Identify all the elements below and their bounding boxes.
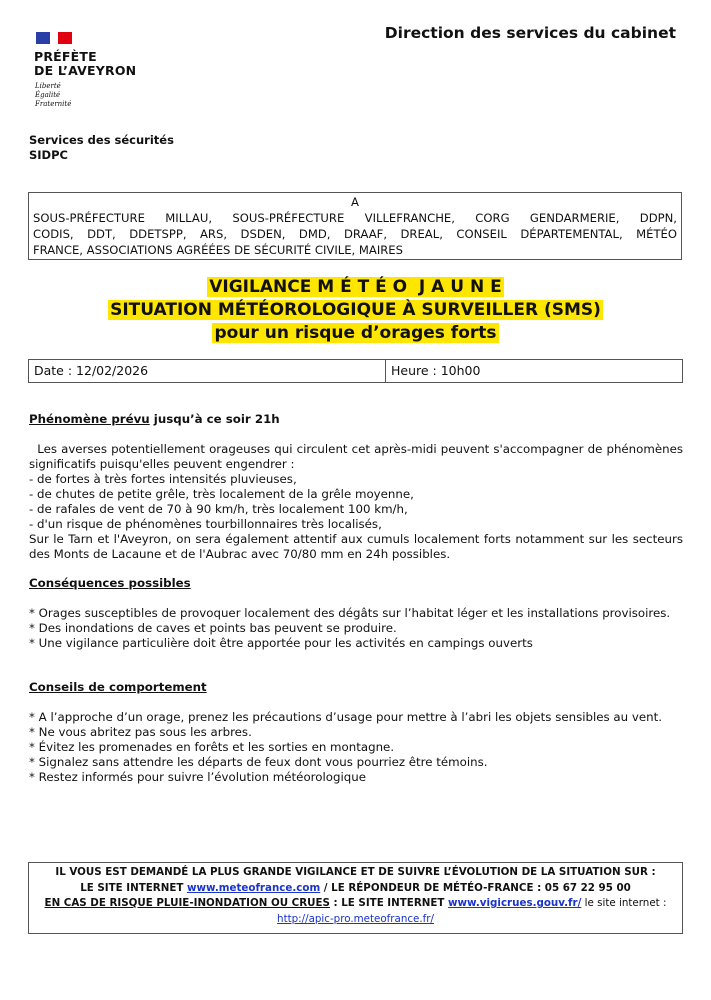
phenomene-item: - d'un risque de phénomènes tourbillonnaires très localisés,	[29, 517, 382, 531]
recipients-line: CODIS, DDT, DDETSPP, ARS, DSDEN, DMD, DRAAF, DREAL, CONSEIL DÉPARTEMENTAL, MÉTÉO	[33, 227, 677, 241]
conseils-section	[29, 680, 683, 785]
service-line: Services des sécurités	[29, 133, 174, 147]
prefecture-logo-text	[34, 50, 136, 78]
recipients-label: A	[351, 195, 359, 209]
motto	[35, 82, 71, 109]
conseil-item: * Ne vous abritez pas sous les arbres.	[29, 725, 252, 739]
conseils-heading: Conseils de comportement	[29, 680, 207, 694]
phenomene-item: - de rafales de vent de 70 à 90 km/h, très localement 100 km/h,	[29, 502, 408, 516]
footer-line1: IL VOUS EST DEMANDÉ LA PLUS GRANDE VIGILANCE ET DE SUIVRE L’ÉVOLUTION DE LA SITUATION SUR :	[55, 866, 656, 878]
vigicrues-link[interactable]: www.vigicrues.gouv.fr/	[448, 897, 582, 909]
conseil-item: * A l’approche d’un orage, prenez les précautions d’usage pour mettre à l’abri les objets sensibles au vent.	[29, 710, 662, 724]
marianne-flag-logo	[36, 32, 72, 44]
footer-line2	[29, 881, 682, 897]
conseil-item: * Signalez sans attendre les départs de feux dont vous pourriez être témoins.	[29, 755, 488, 769]
meteofrance-link[interactable]: www.meteofrance.com	[186, 881, 321, 894]
consequence-item: * Orages susceptibles de provoquer localement des dégâts sur l’habitat léger et les installations provisoires.	[29, 606, 671, 620]
recipients-line: SOUS-PRÉFECTURE MILLAU, SOUS-PRÉFECTURE VILLEFRANCHE, CORG GENDARMERIE, DDPN,	[33, 211, 677, 225]
time-cell: Heure : 10h00	[391, 363, 481, 378]
apic-link[interactable]: http://apic-pro.meteofrance.fr/	[277, 912, 434, 925]
footer-line3	[29, 896, 682, 912]
consequences-heading: Conséquences possibles	[29, 576, 191, 590]
footer-text: LE SITE INTERNET	[80, 881, 187, 894]
conseil-item: * Évitez les promenades en forêts et les sorties en montagne.	[29, 740, 395, 754]
title-line2: SITUATION MÉTÉOROLOGIQUE À SURVEILLER (SMS)	[110, 300, 601, 320]
date-time-table	[28, 359, 683, 383]
conseil-item: * Restez informés pour suivre l’évolution météorologique	[29, 770, 366, 784]
heading-suffix: jusqu’à ce soir 21h	[149, 412, 280, 426]
phenomene-heading	[29, 412, 683, 427]
phenomene-outro: Sur le Tarn et l'Aveyron, on sera également attentif aux cumuls localement forts notamment sur les secteurs des Monts de Lacaune et de l'Aubrac avec 70/80 mm en 24h possibles.	[29, 532, 683, 561]
consequence-item: * Une vigilance particulière doit être apportée pour les activités en campings ouverts	[29, 636, 533, 650]
phenomene-item: - de chutes de petite grêle, très localement de la grêle moyenne,	[29, 487, 414, 501]
logo-line: DE L’AVEYRON	[34, 63, 137, 78]
consequence-item: * Des inondations de caves et points bas peuvent se produire.	[29, 621, 397, 635]
title-line3: pour un risque d’orages forts	[214, 323, 497, 343]
phenomene-intro: Les averses potentiellement orageuses qui circulent cet après-midi peuvent s'accompagner de phénomènes significatifs puisqu'elles peuvent engendrer :	[29, 442, 687, 471]
heading-underlined: Phénomène prévu	[29, 412, 150, 426]
footer-underlined: EN CAS DE RISQUE PLUIE-INONDATION OU CRUES	[44, 897, 330, 909]
service-name	[29, 133, 174, 163]
footer-text: le site internet :	[581, 897, 667, 909]
footer-box	[28, 862, 683, 934]
logo-line: PRÉFÈTE	[34, 49, 97, 64]
date-cell: Date : 12/02/2026	[29, 360, 386, 382]
consequences-section	[29, 576, 683, 651]
alert-title	[0, 276, 711, 345]
recipients-line: FRANCE, ASSOCIATIONS AGRÉÉES DE SÉCURITÉ CIVILE, MAIRES	[33, 243, 403, 257]
direction-title: Direction des services du cabinet	[384, 24, 676, 42]
title-line1: VIGILANCE M É T É O J A U N E	[209, 277, 502, 297]
phenomene-section	[29, 412, 687, 562]
motto-line: Liberté	[35, 82, 61, 90]
footer-text: / LE RÉPONDEUR DE MÉTÉO-FRANCE : 05 67 22 95 00	[320, 881, 631, 894]
motto-line: Égalité	[35, 91, 61, 99]
phenomene-item: - de fortes à très fortes intensités pluvieuses,	[29, 472, 297, 486]
footer-text: : LE SITE INTERNET	[329, 897, 449, 909]
service-sub: SIDPC	[29, 148, 68, 162]
recipients-box	[28, 192, 682, 260]
motto-line: Fraternité	[35, 100, 72, 108]
